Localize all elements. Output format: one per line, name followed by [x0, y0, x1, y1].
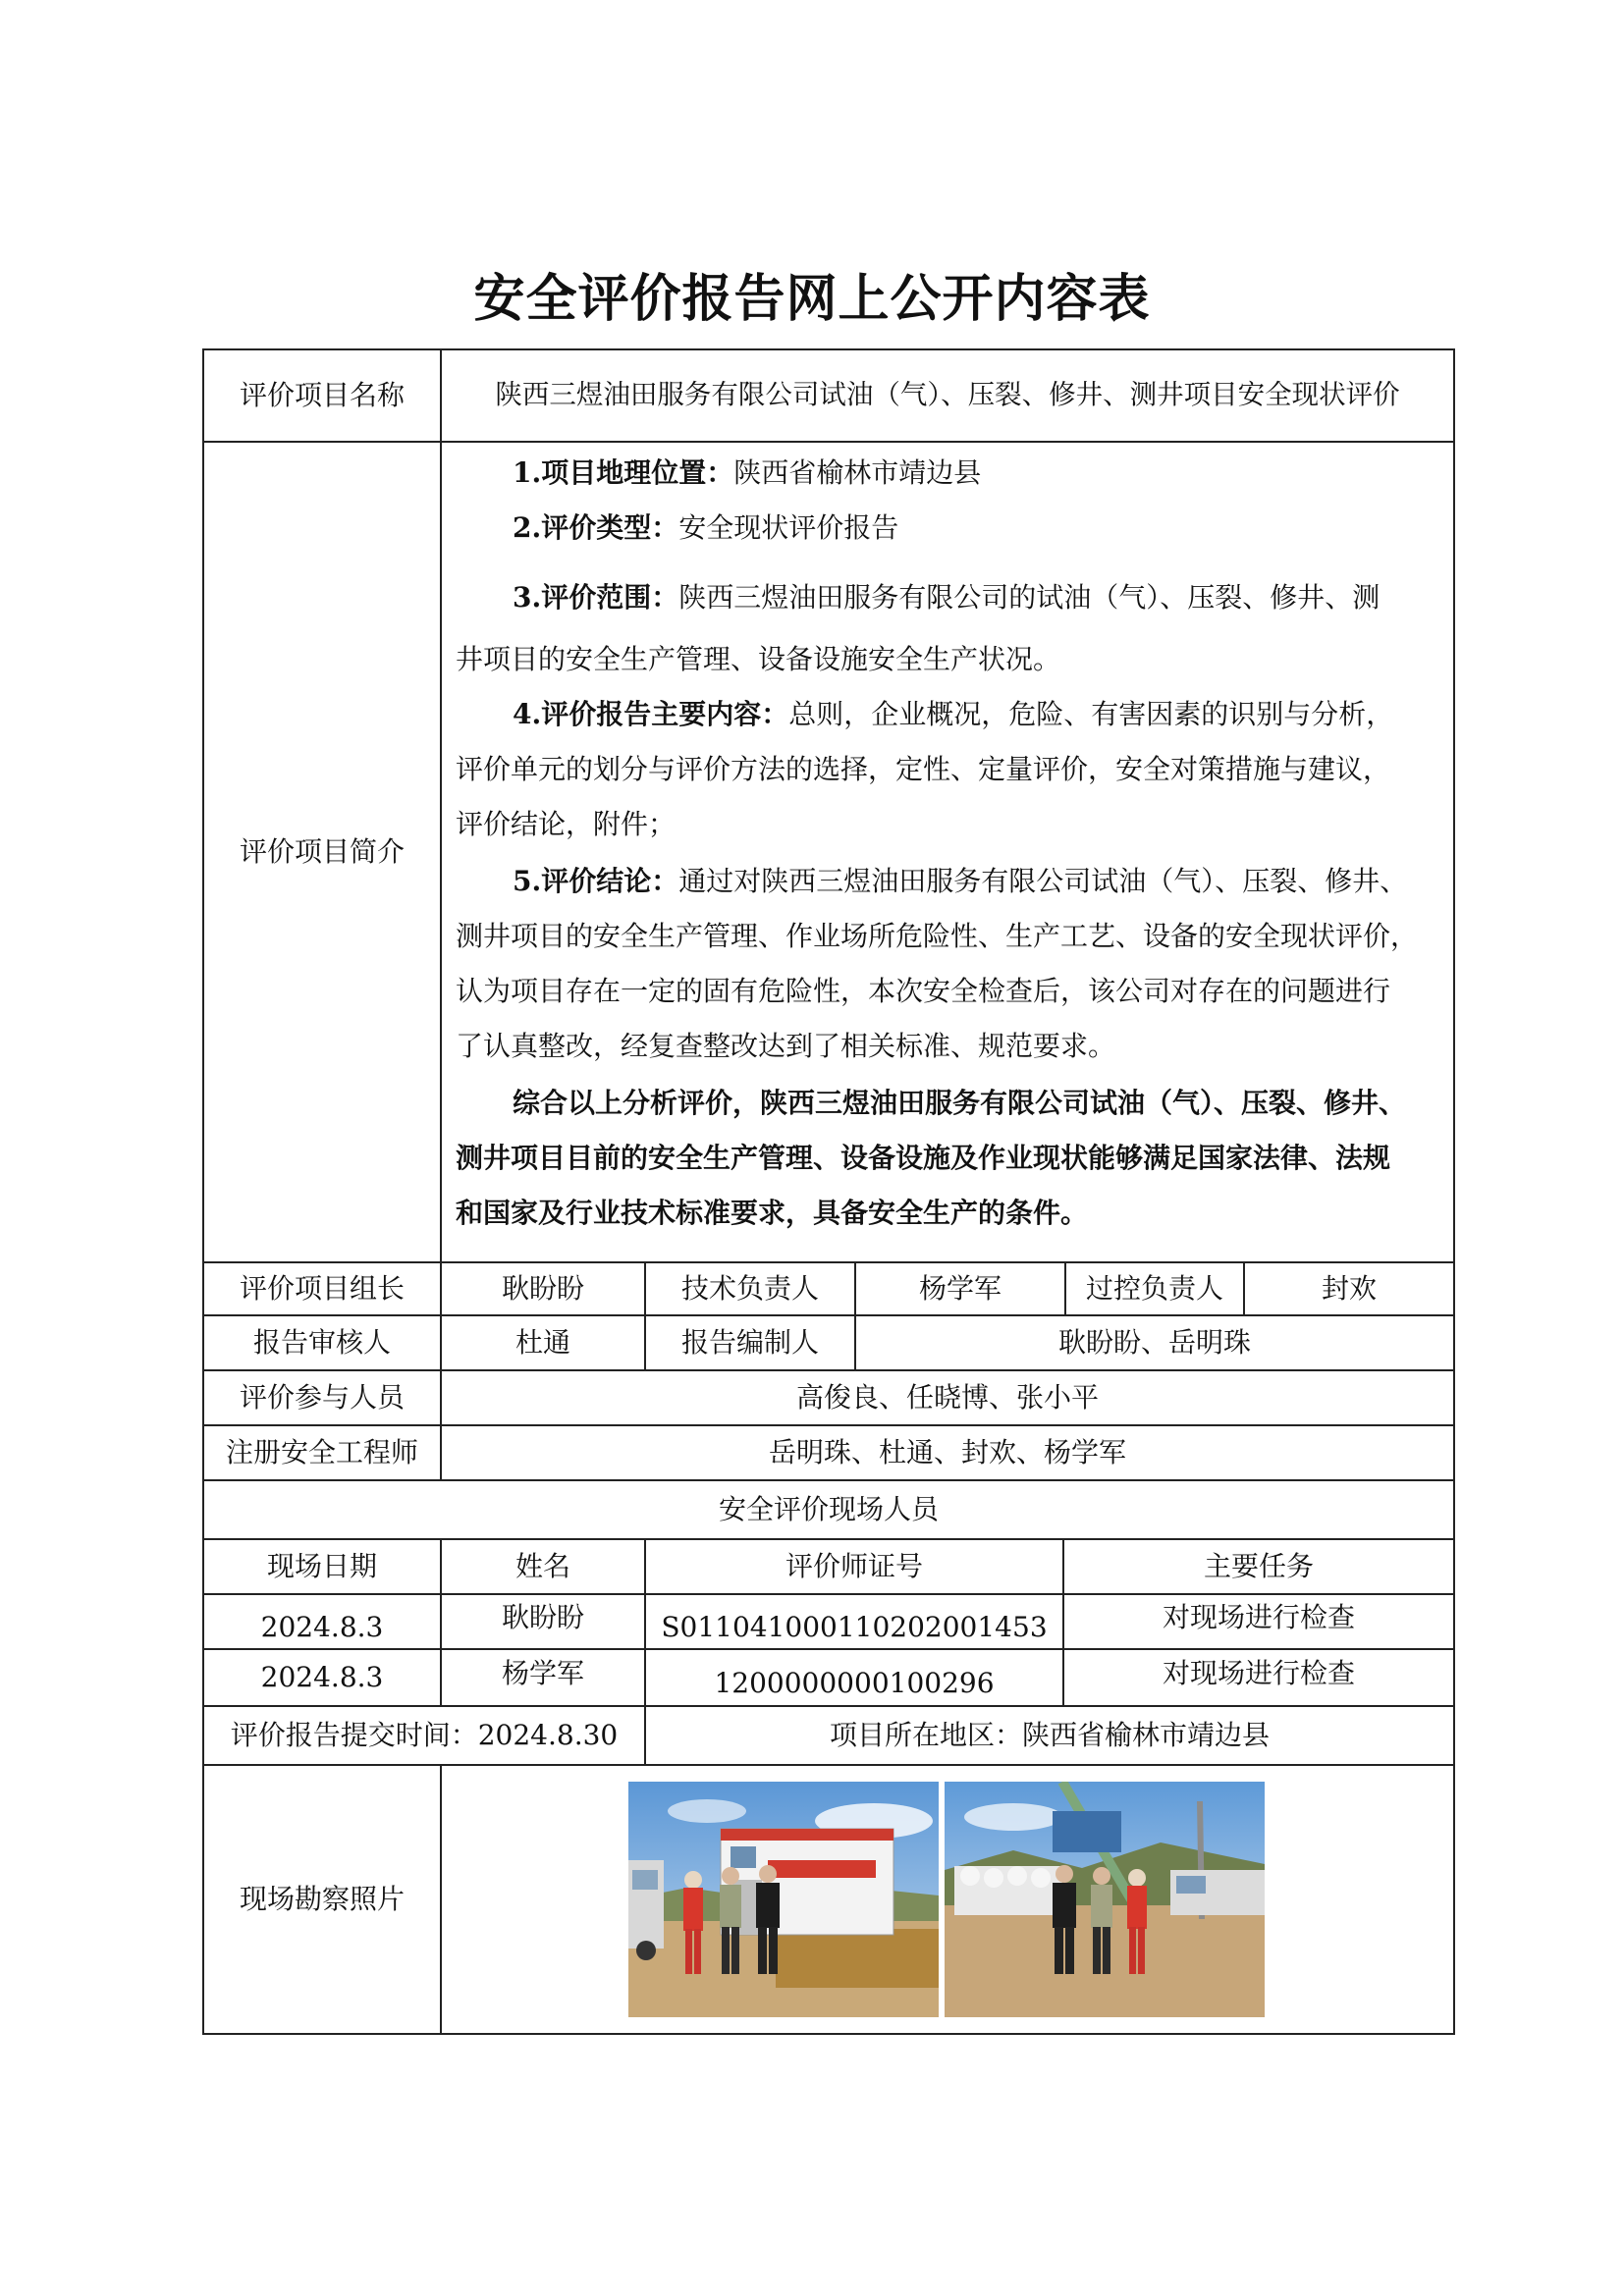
content-line-1: 总则，企业概况，危险、有害因素的识别与分析，	[788, 698, 1394, 730]
submit-time: 评价报告提交时间：2024.8.30	[230, 1719, 619, 1751]
conclusion-line-2: 测井项目的安全生产管理、作业场所危险性、生产工艺、设备的安全现状评价，	[456, 920, 1419, 952]
site-photo-1	[628, 1782, 939, 2017]
col-header-date	[202, 1538, 442, 1595]
col-header-cert	[644, 1538, 1064, 1595]
table-row-2-date	[202, 1648, 442, 1707]
row-1-task: 对现场进行检查	[1162, 1601, 1355, 1633]
reviewer-cell	[440, 1314, 646, 1371]
type-title: 2.评价类型：	[513, 511, 679, 544]
table-row-2-task	[1062, 1648, 1455, 1707]
table-row-2-cert	[644, 1648, 1064, 1707]
tech-cell	[854, 1261, 1066, 1316]
row-1-date: 2024.8.3	[260, 1611, 384, 1643]
editor-label: 报告编制人	[680, 1326, 819, 1359]
row-2-cert: 1200000000100296	[714, 1667, 995, 1699]
summary-label: 评价项目简介	[239, 835, 405, 868]
row-2-task: 对现场进行检查	[1162, 1657, 1355, 1689]
reviewer-name: 杜通	[514, 1326, 570, 1359]
type-text: 安全现状评价报告	[678, 511, 899, 544]
process-label-cell	[1064, 1261, 1245, 1316]
submit-time-cell	[202, 1705, 646, 1766]
photos-label-cell	[202, 1764, 442, 2035]
participants-label-cell	[202, 1369, 442, 1426]
content-line-3: 评价结论，附件；	[456, 808, 677, 840]
table-row-2-name	[440, 1648, 646, 1707]
participants-names: 高俊良、任晓博、张小平	[795, 1381, 1099, 1414]
region-cell	[644, 1705, 1455, 1766]
col-header-task	[1062, 1538, 1455, 1595]
col-header-name	[440, 1538, 646, 1595]
reviewer-label: 报告审核人	[252, 1326, 391, 1359]
engineers-names: 岳明珠、杜通、封欢、杨学军	[768, 1436, 1126, 1468]
editor-label-cell	[644, 1314, 856, 1371]
scope-line-2: 井项目的安全生产管理、设备设施安全生产状况。	[456, 643, 1061, 675]
final-line-2: 测井项目目前的安全生产管理、设备设施及作业现状能够满足国家法律、法规	[456, 1142, 1391, 1174]
scope-title: 3.评价范围：	[513, 581, 679, 614]
leader-label: 评价项目组长	[239, 1272, 405, 1305]
process-name: 封欢	[1321, 1272, 1377, 1305]
row-1-name: 耿盼盼	[501, 1601, 584, 1633]
summary-conclusion-1	[513, 864, 1407, 899]
conclusion-line-1: 通过对陕西三煜油田服务有限公司试油（气）、压裂、修井、	[678, 865, 1408, 897]
location-text: 陕西省榆林市靖边县	[733, 456, 982, 489]
final-line-1: 综合以上分析评价，陕西三煜油田服务有限公司试油（气）、压裂、修井、	[513, 1087, 1407, 1119]
tech-label: 技术负责人	[680, 1272, 819, 1305]
engineers-label-cell	[202, 1424, 442, 1481]
conclusion-line-3: 认为项目存在一定的固有危险性，本次安全检查后，该公司对存在的问题进行	[456, 975, 1391, 1007]
project-name-label: 评价项目名称	[239, 379, 405, 411]
col-task-label: 主要任务	[1203, 1550, 1314, 1582]
page-title: 安全评价报告网上公开内容表	[473, 270, 1151, 329]
engineers-cell	[440, 1424, 1455, 1481]
summary-label-cell	[202, 441, 442, 1263]
process-cell	[1243, 1261, 1455, 1316]
site-staff-heading: 安全评价现场人员	[718, 1493, 939, 1525]
scope-line-1: 陕西三煜油田服务有限公司的试油（气）、压裂、修井、测	[678, 581, 1380, 614]
editor-cell	[854, 1314, 1455, 1371]
content-title: 4.评价报告主要内容：	[513, 698, 789, 730]
leader-label-cell	[202, 1261, 442, 1316]
row-2-name: 杨学军	[501, 1657, 584, 1689]
col-date-label: 现场日期	[266, 1550, 377, 1582]
tech-name: 杨学军	[918, 1272, 1001, 1305]
project-name-value-cell	[440, 348, 1455, 443]
conclusion-line-4: 了认真整改，经复查整改达到了相关标准、规范要求。	[456, 1030, 1116, 1062]
process-label: 过控负责人	[1085, 1272, 1223, 1305]
summary-scope-1	[513, 580, 1380, 615]
summary-content-1	[513, 697, 1393, 732]
project-region: 项目所在地区：陕西省榆林市靖边县	[829, 1719, 1270, 1751]
summary-type	[513, 510, 898, 546]
project-name-value: 陕西三煜油田服务有限公司试油（气）、压裂、修井、测井项目安全现状评价	[495, 379, 1400, 411]
conclusion-title: 5.评价结论：	[513, 865, 679, 897]
participants-cell	[440, 1369, 1455, 1426]
leader-cell	[440, 1261, 646, 1316]
table-row-1-cert	[644, 1593, 1064, 1650]
content-line-2: 评价单元的划分与评价方法的选择，定性、定量评价，安全对策措施与建议，	[456, 753, 1391, 785]
engineers-label: 注册安全工程师	[225, 1436, 418, 1468]
table-row-1-date	[202, 1593, 442, 1650]
editor-names: 耿盼盼、岳明珠	[1057, 1326, 1251, 1359]
participants-label: 评价参与人员	[239, 1381, 405, 1414]
location-title: 1.项目地理位置：	[513, 456, 734, 489]
leader-name: 耿盼盼	[501, 1272, 584, 1305]
final-line-3: 和国家及行业技术标准要求，具备安全生产的条件。	[456, 1197, 1089, 1229]
project-name-label-cell	[202, 348, 442, 443]
row-2-date: 2024.8.3	[260, 1661, 384, 1693]
photos-label: 现场勘察照片	[239, 1883, 405, 1915]
table-row-1-task	[1062, 1593, 1455, 1650]
row-1-cert: S011041000110202001453	[661, 1611, 1048, 1643]
col-cert-label: 评价师证号	[785, 1550, 923, 1582]
table-row-1-name	[440, 1593, 646, 1650]
site-photo-2	[945, 1782, 1265, 2017]
site-staff-heading-cell	[202, 1479, 1455, 1540]
tech-label-cell	[644, 1261, 856, 1316]
summary-location	[513, 455, 981, 491]
reviewer-label-cell	[202, 1314, 442, 1371]
col-name-label: 姓名	[514, 1550, 570, 1582]
